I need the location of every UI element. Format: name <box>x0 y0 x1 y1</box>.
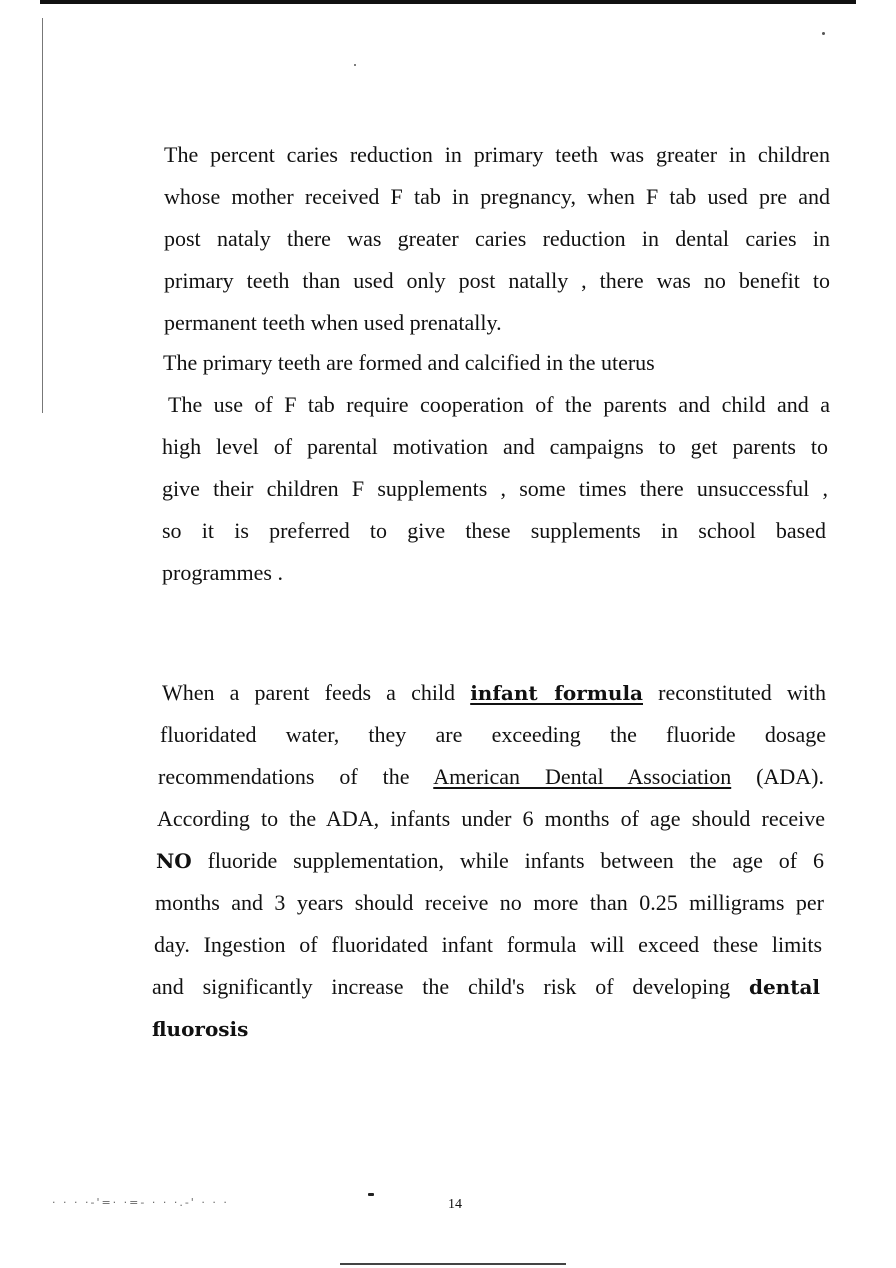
text-line: post nataly there was greater caries reduction in dental caries in <box>164 226 830 251</box>
text-segment: When a parent feeds a child <box>162 680 471 705</box>
top-border <box>40 0 856 4</box>
text-segment: reconstituted with <box>643 680 826 705</box>
scan-speck <box>354 64 356 66</box>
emphasis-fluorosis: fluorosis <box>152 1017 249 1041</box>
scan-speck <box>822 32 825 35</box>
scan-noise: · · · ·-'=· ·=- · · ·.-' · · · <box>52 1196 229 1209</box>
text-line: day. Ingestion of fluoridated infant formula will exceed these limits <box>154 932 822 957</box>
text-line: According to the ADA, infants under 6 months of age should receive <box>157 806 825 831</box>
text-segment: (ADA). <box>731 764 824 789</box>
emphasis-dental: dental <box>748 975 820 999</box>
text-segment: fluoride supplementation, while infants between the age of 6 <box>191 848 824 873</box>
scan-speck <box>368 1193 374 1196</box>
text-line <box>152 1014 248 1044</box>
infant-formula-link[interactable]: infant formula <box>470 681 643 705</box>
text-line: primary teeth than used only post natally , there was no benefit to <box>164 268 830 293</box>
text-line: give their children F supplements , some times there unsuccessful , <box>162 476 828 501</box>
text-line: months and 3 years should receive no more than 0.25 milligrams per <box>155 890 824 915</box>
text-line <box>156 846 824 876</box>
text-line: permanent teeth when used prenatally. <box>164 310 502 335</box>
left-margin-line <box>42 18 43 413</box>
text-line: programmes . <box>162 560 283 585</box>
emphasis-no: NO <box>156 849 192 873</box>
bottom-border <box>340 1263 566 1265</box>
ada-link[interactable]: American Dental Association <box>433 764 732 789</box>
text-line: The use of F tab require cooperation of the parents and child and a <box>168 392 830 417</box>
text-line: whose mother received F tab in pregnancy, when F tab used pre and <box>164 184 830 209</box>
page-number: 14 <box>448 1197 462 1212</box>
text-line: The primary teeth are formed and calcified in the uterus <box>163 350 655 375</box>
text-line <box>158 762 824 792</box>
text-line: so it is preferred to give these supplements in school based <box>162 518 826 543</box>
text-line <box>162 678 826 708</box>
text-line: high level of parental motivation and campaigns to get parents to <box>162 434 828 459</box>
text-segment: and significantly increase the child's risk of developing <box>152 974 749 999</box>
text-line: The percent caries reduction in primary teeth was greater in children <box>164 142 830 167</box>
text-line: fluoridated water, they are exceeding the fluoride dosage <box>160 722 826 747</box>
text-line <box>152 972 820 1002</box>
text-segment: recommendations of the <box>158 764 434 789</box>
